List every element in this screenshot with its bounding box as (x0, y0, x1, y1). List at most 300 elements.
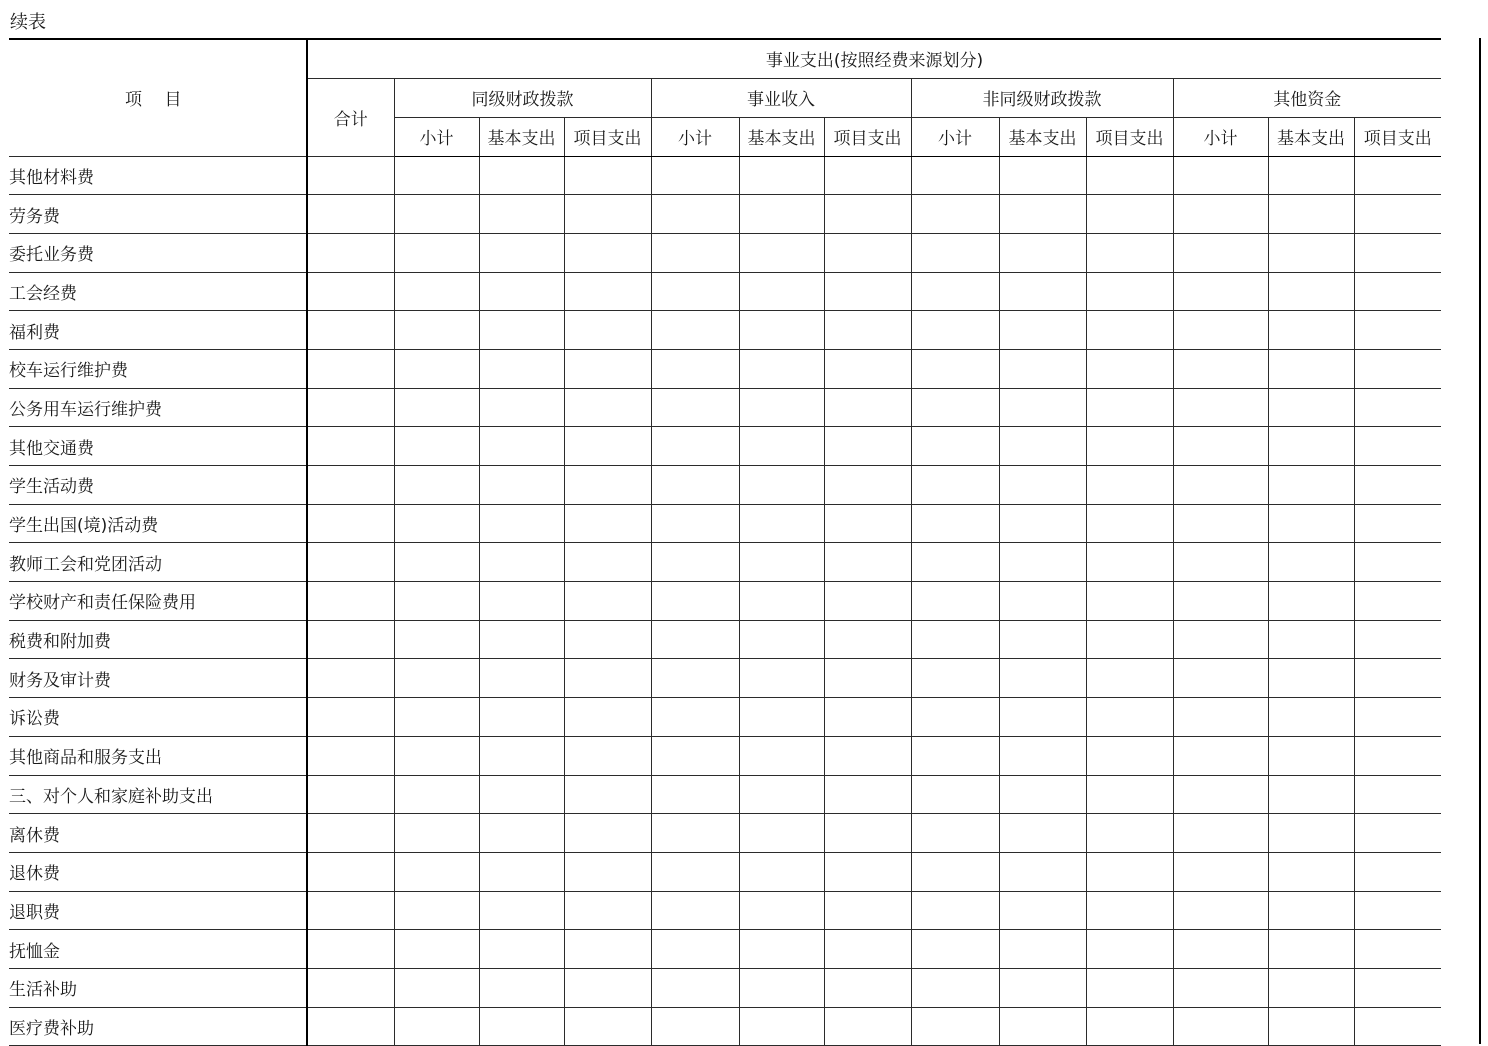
value-cell (1173, 1007, 1268, 1046)
value-cell (1268, 736, 1354, 775)
value-cell (651, 659, 739, 698)
value-cell (911, 311, 999, 350)
value-cell (1354, 814, 1441, 853)
group-header: 同级财政拨款 (394, 78, 651, 117)
value-cell (999, 620, 1086, 659)
value-cell (1173, 891, 1268, 930)
value-cell (999, 272, 1086, 311)
value-cell (307, 1007, 394, 1046)
value-cell (307, 775, 394, 814)
value-cell (1354, 736, 1441, 775)
value-cell (1173, 195, 1268, 234)
super-group-header: 事业支出(按照经费来源划分) (307, 39, 1441, 78)
value-cell (564, 620, 651, 659)
value-cell (307, 891, 394, 930)
table-row (9, 543, 1441, 582)
value-cell (999, 659, 1086, 698)
value-cell (307, 852, 394, 891)
value-cell (999, 698, 1086, 737)
value-cell (479, 659, 564, 698)
value-cell (564, 543, 651, 582)
value-cell (1086, 620, 1173, 659)
table-row (9, 427, 1441, 466)
value-cell (739, 814, 824, 853)
item-label: 离休费 (9, 814, 307, 853)
value-cell (307, 504, 394, 543)
value-cell (479, 233, 564, 272)
value-cell (1173, 427, 1268, 466)
value-cell (479, 156, 564, 195)
value-cell (651, 698, 739, 737)
value-cell (651, 930, 739, 969)
value-cell (824, 156, 911, 195)
subcol-header: 小计 (651, 117, 739, 156)
item-label: 退休费 (9, 852, 307, 891)
value-cell (824, 504, 911, 543)
value-cell (1268, 349, 1354, 388)
value-cell (739, 891, 824, 930)
value-cell (1268, 968, 1354, 1007)
value-cell (1173, 504, 1268, 543)
value-cell (394, 233, 479, 272)
item-label: 其他交通费 (9, 427, 307, 466)
value-cell (911, 156, 999, 195)
item-label: 财务及审计费 (9, 659, 307, 698)
total-column-header: 合计 (307, 78, 394, 156)
item-label: 抚恤金 (9, 930, 307, 969)
value-cell (911, 504, 999, 543)
value-cell (479, 968, 564, 1007)
value-cell (394, 620, 479, 659)
table-row (9, 891, 1441, 930)
table-row (9, 930, 1441, 969)
value-cell (564, 1007, 651, 1046)
value-cell (1268, 891, 1354, 930)
value-cell (1086, 504, 1173, 543)
value-cell (824, 1007, 911, 1046)
value-cell (564, 968, 651, 1007)
value-cell (824, 349, 911, 388)
value-cell (479, 698, 564, 737)
value-cell (394, 852, 479, 891)
value-cell (564, 698, 651, 737)
table-row (9, 968, 1441, 1007)
value-cell (479, 504, 564, 543)
value-cell (1173, 466, 1268, 505)
value-cell (651, 891, 739, 930)
value-cell (479, 388, 564, 427)
value-cell (1268, 272, 1354, 311)
value-cell (1354, 233, 1441, 272)
value-cell (564, 195, 651, 234)
value-cell (307, 620, 394, 659)
value-cell (479, 427, 564, 466)
value-cell (564, 388, 651, 427)
header-row-1 (9, 39, 1441, 78)
item-label: 税费和附加费 (9, 620, 307, 659)
value-cell (1268, 466, 1354, 505)
value-cell (394, 698, 479, 737)
value-cell (307, 195, 394, 234)
value-cell (479, 620, 564, 659)
value-cell (911, 272, 999, 311)
item-column-header: 项 目 (9, 39, 307, 156)
value-cell (999, 968, 1086, 1007)
value-cell (1354, 775, 1441, 814)
value-cell (824, 891, 911, 930)
value-cell (1086, 814, 1173, 853)
value-cell (564, 930, 651, 969)
value-cell (824, 698, 911, 737)
subcol-header: 基本支出 (739, 117, 824, 156)
value-cell (564, 311, 651, 350)
value-cell (651, 156, 739, 195)
value-cell (824, 466, 911, 505)
value-cell (1354, 852, 1441, 891)
value-cell (1268, 427, 1354, 466)
value-cell (564, 233, 651, 272)
value-cell (479, 852, 564, 891)
value-cell (739, 311, 824, 350)
value-cell (1354, 1007, 1441, 1046)
value-cell (1268, 659, 1354, 698)
value-cell (479, 272, 564, 311)
value-cell (394, 427, 479, 466)
value-cell (999, 233, 1086, 272)
value-cell (479, 1007, 564, 1046)
value-cell (999, 504, 1086, 543)
value-cell (1268, 930, 1354, 969)
value-cell (479, 891, 564, 930)
value-cell (911, 814, 999, 853)
value-cell (1086, 1007, 1173, 1046)
value-cell (394, 543, 479, 582)
value-cell (999, 582, 1086, 621)
table-row (9, 466, 1441, 505)
value-cell (1354, 620, 1441, 659)
value-cell (739, 775, 824, 814)
value-cell (651, 968, 739, 1007)
value-cell (307, 349, 394, 388)
value-cell (1268, 814, 1354, 853)
group-header: 其他资金 (1173, 78, 1441, 117)
value-cell (739, 698, 824, 737)
value-cell (1354, 272, 1441, 311)
value-cell (479, 195, 564, 234)
value-cell (651, 233, 739, 272)
item-label: 学生出国(境)活动费 (9, 504, 307, 543)
value-cell (394, 388, 479, 427)
subcol-header: 小计 (911, 117, 999, 156)
table-row (9, 659, 1441, 698)
table-row (9, 620, 1441, 659)
item-label: 学校财产和责任保险费用 (9, 582, 307, 621)
value-cell (394, 659, 479, 698)
item-label: 医疗费补助 (9, 1007, 307, 1046)
table-row (9, 852, 1441, 891)
value-cell (1086, 852, 1173, 891)
value-cell (651, 543, 739, 582)
value-cell (307, 582, 394, 621)
value-cell (1268, 852, 1354, 891)
value-cell (999, 1007, 1086, 1046)
table-row (9, 233, 1441, 272)
value-cell (999, 543, 1086, 582)
value-cell (307, 736, 394, 775)
value-cell (1173, 311, 1268, 350)
value-cell (307, 814, 394, 853)
value-cell (651, 1007, 739, 1046)
value-cell (564, 272, 651, 311)
value-cell (651, 852, 739, 891)
value-cell (739, 272, 824, 311)
item-label: 其他商品和服务支出 (9, 736, 307, 775)
value-cell (739, 852, 824, 891)
value-cell (999, 814, 1086, 853)
value-cell (1268, 195, 1354, 234)
value-cell (1268, 311, 1354, 350)
value-cell (824, 620, 911, 659)
value-cell (564, 814, 651, 853)
value-cell (307, 427, 394, 466)
value-cell (1086, 891, 1173, 930)
value-cell (1354, 195, 1441, 234)
table-row (9, 311, 1441, 350)
value-cell (999, 349, 1086, 388)
value-cell (999, 388, 1086, 427)
table-row (9, 272, 1441, 311)
value-cell (651, 349, 739, 388)
table-row (9, 736, 1441, 775)
value-cell (479, 582, 564, 621)
value-cell (564, 582, 651, 621)
value-cell (1173, 156, 1268, 195)
value-cell (1086, 582, 1173, 621)
value-cell (564, 427, 651, 466)
value-cell (564, 659, 651, 698)
value-cell (1086, 968, 1173, 1007)
value-cell (739, 736, 824, 775)
table-row (9, 698, 1441, 737)
value-cell (1173, 968, 1268, 1007)
value-cell (1086, 233, 1173, 272)
value-cell (307, 543, 394, 582)
value-cell (479, 775, 564, 814)
value-cell (564, 775, 651, 814)
value-cell (479, 543, 564, 582)
value-cell (1086, 388, 1173, 427)
item-label: 工会经费 (9, 272, 307, 311)
value-cell (999, 852, 1086, 891)
value-cell (999, 775, 1086, 814)
value-cell (911, 736, 999, 775)
value-cell (1268, 582, 1354, 621)
value-cell (651, 775, 739, 814)
value-cell (307, 466, 394, 505)
table-row (9, 388, 1441, 427)
subcol-header: 小计 (394, 117, 479, 156)
value-cell (307, 233, 394, 272)
value-cell (739, 156, 824, 195)
value-cell (1086, 659, 1173, 698)
page-edge-rule (1479, 38, 1481, 1044)
value-cell (564, 349, 651, 388)
table-row (9, 349, 1441, 388)
subcol-header: 项目支出 (1354, 117, 1441, 156)
value-cell (911, 968, 999, 1007)
expenditure-table (9, 38, 1441, 1046)
value-cell (1354, 698, 1441, 737)
value-cell (564, 466, 651, 505)
value-cell (911, 891, 999, 930)
value-cell (394, 814, 479, 853)
value-cell (824, 272, 911, 311)
value-cell (824, 775, 911, 814)
table-row (9, 195, 1441, 234)
value-cell (824, 311, 911, 350)
value-cell (1173, 852, 1268, 891)
value-cell (739, 659, 824, 698)
value-cell (394, 272, 479, 311)
value-cell (1086, 543, 1173, 582)
value-cell (394, 968, 479, 1007)
item-label: 诉讼费 (9, 698, 307, 737)
value-cell (394, 891, 479, 930)
value-cell (651, 388, 739, 427)
value-cell (739, 582, 824, 621)
value-cell (1173, 620, 1268, 659)
value-cell (999, 891, 1086, 930)
value-cell (739, 968, 824, 1007)
value-cell (1268, 156, 1354, 195)
value-cell (1268, 620, 1354, 659)
subcol-header: 基本支出 (999, 117, 1086, 156)
value-cell (739, 1007, 824, 1046)
value-cell (564, 504, 651, 543)
value-cell (739, 233, 824, 272)
subcol-header: 基本支出 (1268, 117, 1354, 156)
item-label: 公务用车运行维护费 (9, 388, 307, 427)
value-cell (1354, 388, 1441, 427)
value-cell (651, 814, 739, 853)
value-cell (1086, 349, 1173, 388)
value-cell (739, 388, 824, 427)
value-cell (739, 427, 824, 466)
value-cell (394, 1007, 479, 1046)
value-cell (1354, 311, 1441, 350)
value-cell (911, 775, 999, 814)
value-cell (394, 156, 479, 195)
item-label: 委托业务费 (9, 233, 307, 272)
value-cell (394, 195, 479, 234)
value-cell (479, 349, 564, 388)
value-cell (911, 466, 999, 505)
value-cell (1173, 272, 1268, 311)
value-cell (824, 388, 911, 427)
value-cell (1086, 195, 1173, 234)
value-cell (479, 736, 564, 775)
value-cell (394, 311, 479, 350)
table-row (9, 582, 1441, 621)
value-cell (1173, 698, 1268, 737)
value-cell (911, 852, 999, 891)
table-row (9, 775, 1441, 814)
table-body (9, 156, 1441, 1046)
category-label: 三、对个人和家庭补助支出 (9, 775, 307, 814)
value-cell (739, 543, 824, 582)
value-cell (1086, 156, 1173, 195)
value-cell (999, 930, 1086, 969)
value-cell (564, 736, 651, 775)
value-cell (651, 466, 739, 505)
subcol-header: 项目支出 (564, 117, 651, 156)
table-row (9, 1007, 1441, 1046)
value-cell (911, 195, 999, 234)
value-cell (911, 543, 999, 582)
value-cell (824, 968, 911, 1007)
value-cell (824, 814, 911, 853)
table-row (9, 814, 1441, 853)
value-cell (1268, 388, 1354, 427)
value-cell (824, 427, 911, 466)
item-label: 校车运行维护费 (9, 349, 307, 388)
group-header: 非同级财政拨款 (911, 78, 1173, 117)
value-cell (1354, 504, 1441, 543)
table-caption: 续表 (10, 12, 46, 33)
value-cell (651, 272, 739, 311)
value-cell (911, 1007, 999, 1046)
value-cell (911, 659, 999, 698)
value-cell (1354, 349, 1441, 388)
value-cell (651, 504, 739, 543)
value-cell (1173, 388, 1268, 427)
value-cell (739, 620, 824, 659)
value-cell (1086, 311, 1173, 350)
value-cell (564, 852, 651, 891)
value-cell (911, 582, 999, 621)
value-cell (1173, 814, 1268, 853)
value-cell (1354, 930, 1441, 969)
value-cell (307, 659, 394, 698)
value-cell (824, 852, 911, 891)
value-cell (394, 736, 479, 775)
value-cell (1173, 233, 1268, 272)
value-cell (824, 233, 911, 272)
table-header (9, 39, 1441, 156)
value-cell (564, 156, 651, 195)
value-cell (1354, 427, 1441, 466)
value-cell (651, 620, 739, 659)
value-cell (479, 311, 564, 350)
value-cell (1086, 466, 1173, 505)
item-label: 学生活动费 (9, 466, 307, 505)
item-label: 退职费 (9, 891, 307, 930)
value-cell (999, 195, 1086, 234)
value-cell (1354, 659, 1441, 698)
value-cell (1173, 736, 1268, 775)
value-cell (1173, 659, 1268, 698)
value-cell (1086, 930, 1173, 969)
value-cell (1354, 582, 1441, 621)
value-cell (651, 195, 739, 234)
value-cell (479, 814, 564, 853)
value-cell (999, 427, 1086, 466)
value-cell (911, 620, 999, 659)
value-cell (1354, 156, 1441, 195)
value-cell (999, 736, 1086, 775)
value-cell (911, 349, 999, 388)
value-cell (999, 466, 1086, 505)
